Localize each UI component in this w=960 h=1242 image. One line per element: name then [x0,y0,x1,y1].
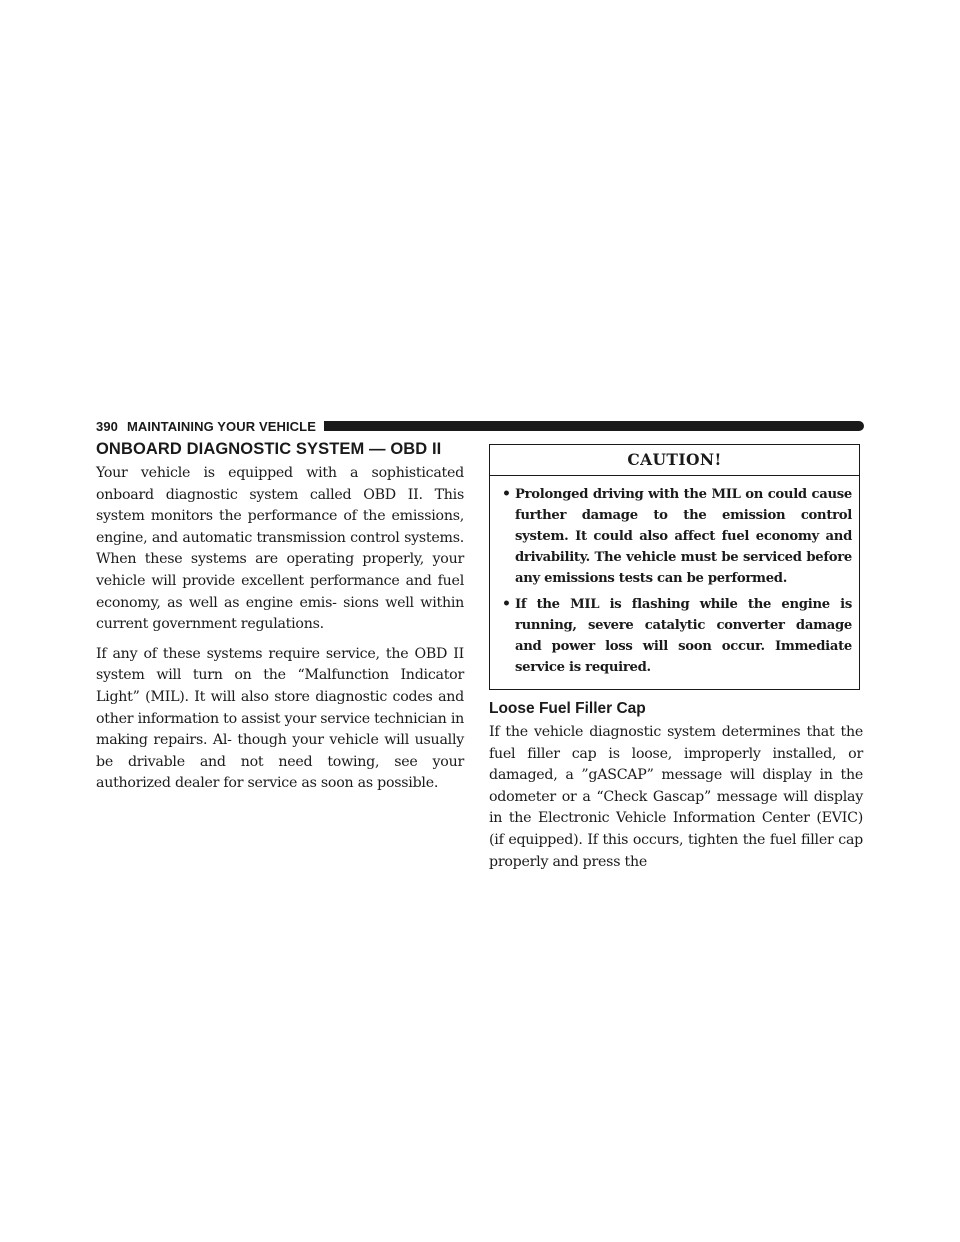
caution-box [489,444,860,690]
page-header [96,416,864,436]
page-number: 390 [96,418,118,434]
subheading-fuel-cap: Loose Fuel Filler Cap [489,700,646,717]
bullet-icon: • [502,596,511,612]
paragraph-obd-service: If any of these systems require service, the OBD II system will turn on the “Malfunction Indicator Light” (MIL). It will also store diagnostic codes and other information to assist your service technician in making repairs. Al- though your vehicle will usually be drivable and not need towing, see your authorized dealer for service as soon as possible. [96,645,464,792]
header-rule [324,421,864,431]
section-heading-obd: ONBOARD DIAGNOSTIC SYSTEM — OBD II [96,440,442,458]
caution-list [490,476,859,689]
bullet-icon: • [502,486,511,502]
left-column [96,440,464,803]
section-title: MAINTAINING YOUR VEHICLE [127,418,316,434]
caution-title: CAUTION! [490,445,859,476]
caution-item [502,594,852,678]
paragraph-obd-intro: Your vehicle is equipped with a sophisticated onboard diagnostic system called OBD II. This system monitors the performance of the emissions, engine, and automatic transmission control systems. When these systems are operating properly, your vehicle will provide excellent performance and fuel economy, as well as engine emis- sions well within current government regulations. [96,465,464,633]
right-column [489,444,863,881]
paragraph-fuel-cap: If the vehicle diagnostic system determines that the fuel filler cap is loose, improperly installed, or damaged, a ”gASCAP” message will display in the odometer or a “Check Gascap” message will display in the Electronic Vehicle Information Center (EVIC) (if equipped). If this occurs, tighten the fuel filler cap properly and press the [489,724,863,870]
caution-text: Prolonged driving with the MIL on could cause further damage to the emission control system. It could also affect fuel economy and drivability. The vehicle must be serviced before any emissions tests can be performed. [515,487,852,586]
caution-text: If the MIL is flashing while the engine is running, severe catalytic converter damage and power loss will soon occur. Immediate service is required. [515,597,852,675]
caution-item [502,484,852,589]
